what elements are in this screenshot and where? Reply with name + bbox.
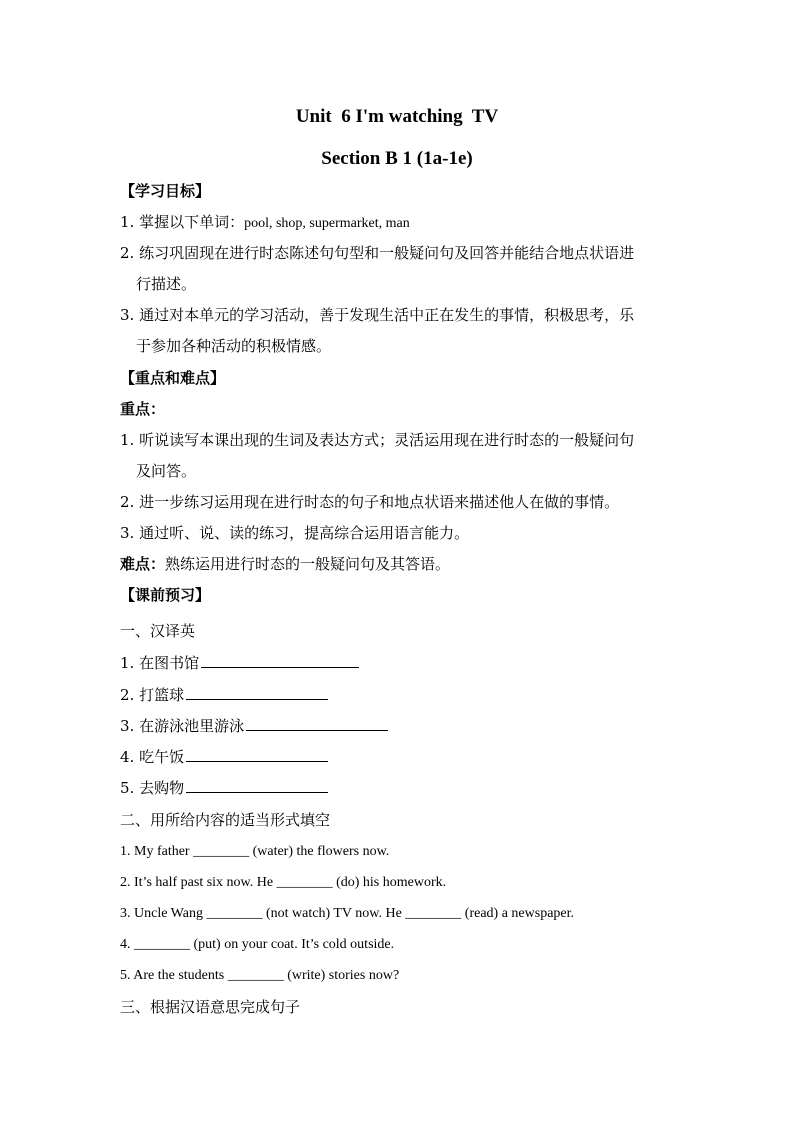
fill-item-1: 1. My father ________ (water) the flowers now. bbox=[120, 844, 390, 859]
objective-item-2: 2. 练习巩固现在进行时态陈述句句型和一般疑问句及回答并能结合地点状语进 bbox=[120, 244, 635, 262]
objective-item-2-cont: 行描述。 bbox=[136, 275, 197, 293]
fill-item-3: 3. Uncle Wang ________ (not watch) TV now. He ________ (read) a newspaper. bbox=[120, 906, 575, 921]
translation-item-1-text: 1. 在图书馆 bbox=[120, 654, 200, 672]
translation-item-3-text: 3. 在游泳池里游泳 bbox=[120, 717, 245, 735]
key-point-item-3: 3. 通过听、说、读的练习，提高综合运用语言能力。 bbox=[120, 524, 470, 542]
answer-blank[interactable] bbox=[246, 716, 388, 731]
section3-title: 三、根据汉语意思完成句子 bbox=[120, 998, 301, 1016]
objective-item-3-cont: 于参加各种活动的积极情感。 bbox=[136, 337, 332, 355]
objective-item-1 bbox=[120, 212, 410, 234]
fill-item-4: 4. ________ (put) on your coat. It’s cold outside. bbox=[120, 937, 395, 952]
objective-item-3: 3. 通过对本单元的学习活动，善于发现生活中正在发生的事情，积极思考，乐 bbox=[120, 306, 635, 324]
translation-item-5 bbox=[120, 778, 328, 798]
document-title: Unit 6 I'm watching TV bbox=[295, 106, 499, 127]
difficult-point bbox=[120, 554, 450, 574]
translation-item-4 bbox=[120, 747, 328, 767]
translation-item-2-text: 2. 打篮球 bbox=[120, 686, 185, 704]
answer-blank[interactable] bbox=[201, 653, 359, 668]
answer-blank[interactable] bbox=[186, 778, 328, 793]
section2-title: 二、用所给内容的适当形式填空 bbox=[120, 811, 331, 829]
key-points-heading: 【重点和难点】 bbox=[120, 369, 226, 387]
key-point-item-2: 2. 进一步练习运用现在进行时态的句子和地点状语来描述他人在做的事情。 bbox=[120, 493, 620, 511]
section1-title: 一、汉译英 bbox=[120, 622, 196, 640]
key-point-item-1-cont: 及问答。 bbox=[136, 462, 197, 480]
answer-blank[interactable] bbox=[186, 685, 328, 700]
key-points-label: 重点： bbox=[120, 400, 166, 418]
difficult-point-label: 难点： bbox=[120, 555, 166, 573]
difficult-point-text: 熟练运用进行时态的一般疑问句及其答语。 bbox=[165, 555, 451, 573]
translation-item-1 bbox=[120, 653, 359, 673]
key-point-item-1: 1. 听说读写本课出现的生词及表达方式；灵活运用现在进行时态的一般疑问句 bbox=[120, 431, 635, 449]
document-subtitle: Section B 1 (1a-1e) bbox=[321, 148, 473, 169]
answer-blank[interactable] bbox=[186, 747, 328, 762]
preview-heading: 【课前预习】 bbox=[120, 586, 211, 604]
objective-item-1-words: pool, shop, supermarket, man bbox=[244, 216, 410, 231]
objective-item-1-text: 1. 掌握以下单词： bbox=[120, 213, 245, 231]
translation-item-2 bbox=[120, 685, 328, 705]
fill-item-2: 2. It’s half past six now. He ________ (do) his homework. bbox=[120, 875, 447, 890]
translation-item-4-text: 4. 吃午饭 bbox=[120, 748, 185, 766]
translation-item-3 bbox=[120, 716, 388, 736]
fill-item-5: 5. Are the students ________ (write) stories now? bbox=[120, 968, 400, 983]
translation-item-5-text: 5. 去购物 bbox=[120, 779, 185, 797]
objectives-heading: 【学习目标】 bbox=[120, 182, 211, 200]
